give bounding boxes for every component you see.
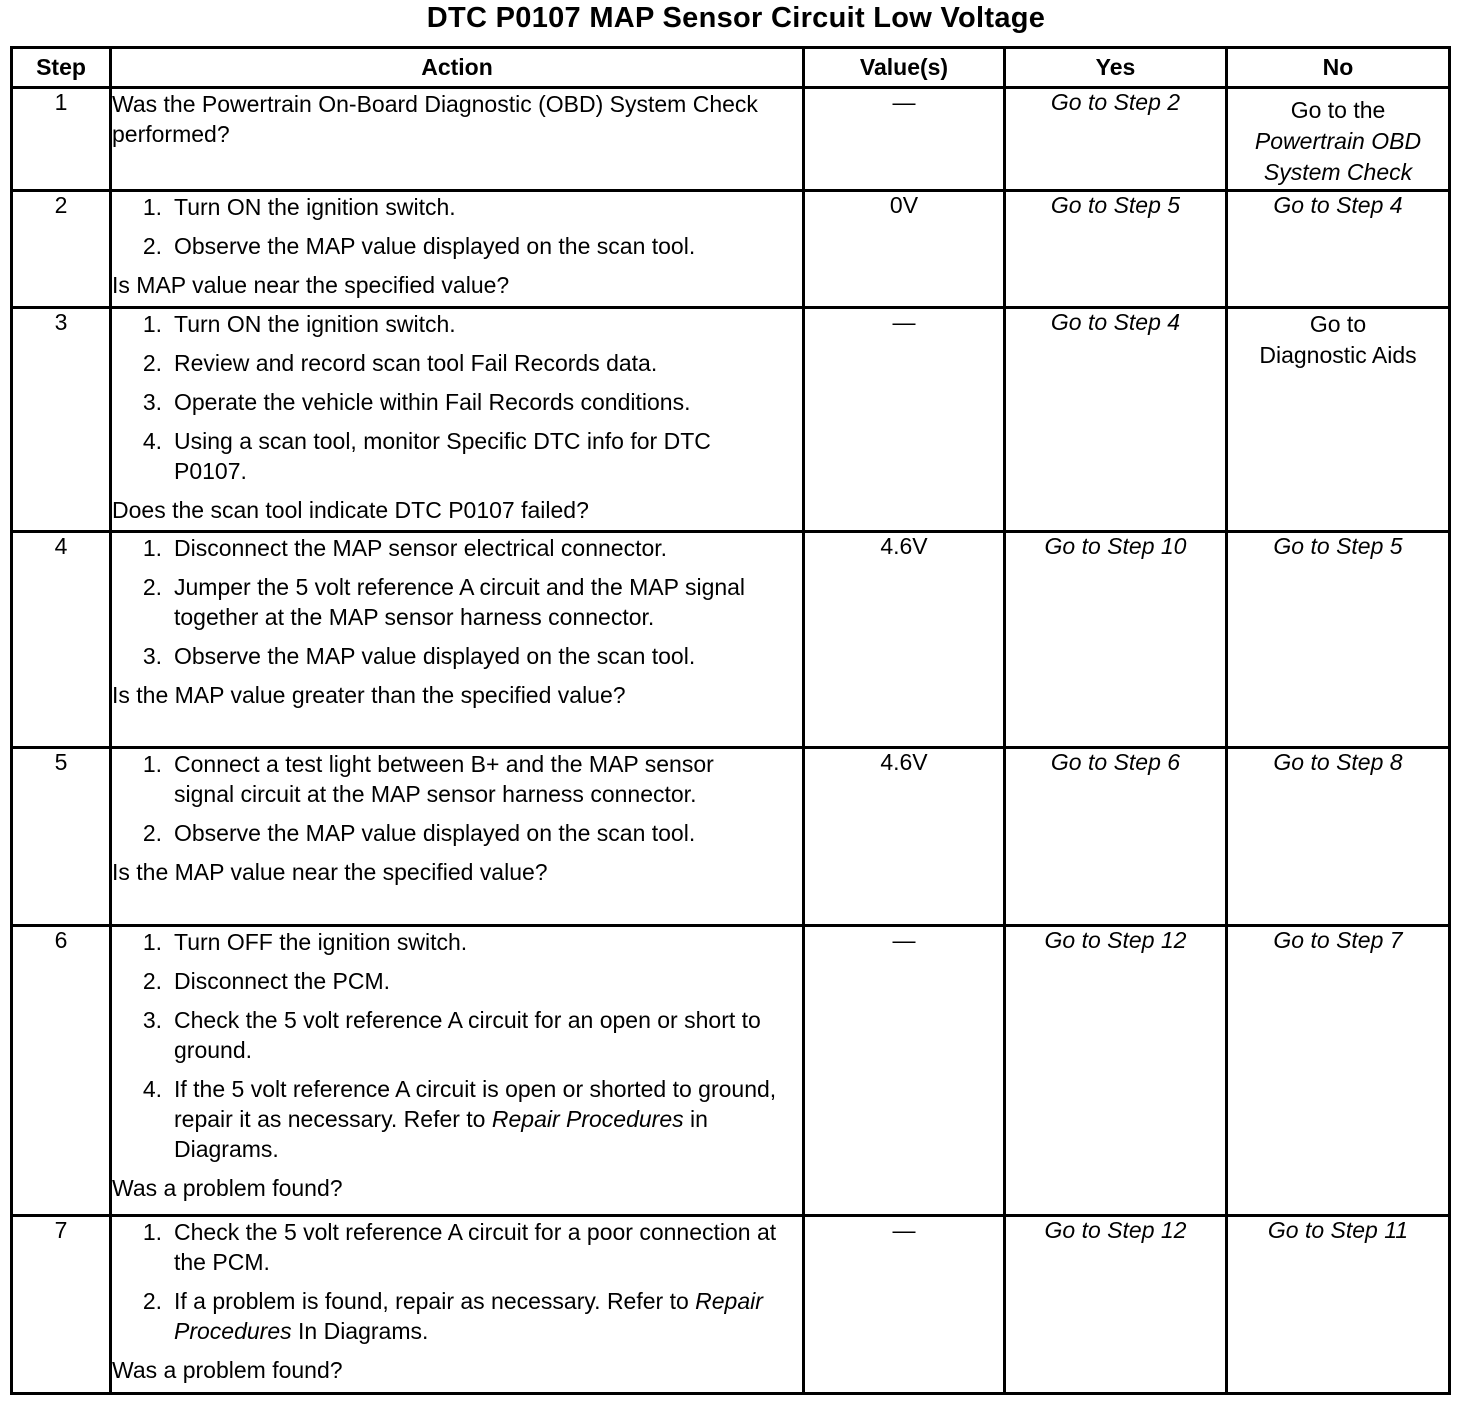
action-item: 2. Jumper the 5 volt reference A circuit and the MAP signal together at the MAP sensor harness connector.	[142, 574, 746, 630]
action-cell	[111, 308, 804, 532]
value-cell: 0V	[804, 191, 1005, 308]
step-number: 2	[12, 191, 111, 308]
value-cell: —	[804, 1216, 1005, 1394]
table-row	[12, 88, 1450, 191]
yes-link[interactable]: Go to Step 12	[1005, 926, 1227, 1216]
action-item: 1. Connect a test light between B+ and the MAP sensor signal circuit at the MAP sensor harness connector.	[142, 751, 714, 807]
action-item: 1. Turn OFF the ignition switch.	[142, 929, 468, 955]
no-link-target: Powertrain OBD System Check	[1254, 128, 1422, 185]
no-link[interactable]: Go to Step 4	[1227, 191, 1450, 308]
value-cell: 4.6V	[804, 748, 1005, 926]
table-row	[12, 532, 1450, 748]
table-row	[12, 1216, 1450, 1394]
table-row	[12, 926, 1450, 1216]
yes-link[interactable]: Go to Step 10	[1005, 532, 1227, 748]
action-cell	[111, 532, 804, 748]
action-cell	[111, 748, 804, 926]
action-question: Is MAP value near the specified value?	[112, 272, 510, 298]
value-cell: 4.6V	[804, 532, 1005, 748]
step-number: 1	[12, 88, 111, 191]
step-number: 4	[12, 532, 111, 748]
action-item: 1. Turn ON the ignition switch.	[142, 194, 456, 220]
table-row	[12, 308, 1450, 532]
action-question: Was a problem found?	[112, 1175, 343, 1201]
no-link[interactable]: Go to Step 5	[1227, 532, 1450, 748]
no-link[interactable]: Go to Step 11	[1227, 1216, 1450, 1394]
step-number: 7	[12, 1216, 111, 1394]
table-header-row	[12, 48, 1450, 88]
no-link[interactable]: Go to Diagnostic Aids	[1227, 308, 1450, 532]
no-link[interactable]: Go to Step 7	[1227, 926, 1450, 1216]
table-row	[12, 748, 1450, 926]
repair-procedures-ref[interactable]: Repair Procedures	[174, 1288, 763, 1344]
value-cell: —	[804, 926, 1005, 1216]
action-cell	[111, 926, 804, 1216]
action-question: Was a problem found?	[112, 1357, 343, 1383]
repair-procedures-ref[interactable]: Repair Procedures	[491, 1106, 684, 1132]
no-link[interactable]	[1227, 88, 1450, 191]
header-yes: Yes	[1005, 48, 1227, 88]
yes-link[interactable]: Go to Step 5	[1005, 191, 1227, 308]
header-values: Value(s)	[804, 48, 1005, 88]
yes-link[interactable]: Go to Step 12	[1005, 1216, 1227, 1394]
value-cell: —	[804, 308, 1005, 532]
action-item: 3. Operate the vehicle within Fail Records conditions.	[142, 389, 691, 415]
action-item: 1. Disconnect the MAP sensor electrical connector.	[142, 535, 668, 561]
no-link-prefix: Go to the	[1290, 97, 1386, 123]
header-no: No	[1227, 48, 1450, 88]
action-item: 4. Using a scan tool, monitor Specific DTC info for DTC P0107.	[142, 428, 711, 484]
yes-link[interactable]: Go to Step 4	[1005, 308, 1227, 532]
action-item: 2. Observe the MAP value displayed on the scan tool.	[142, 233, 696, 259]
action-question: Does the scan tool indicate DTC P0107 failed?	[112, 497, 589, 523]
header-action: Action	[111, 48, 804, 88]
yes-link[interactable]: Go to Step 6	[1005, 748, 1227, 926]
action-item: 4. If the 5 volt reference A circuit is open or shorted to ground, repair it as necessary. Refer to Repair Procedures in Diagrams.	[142, 1076, 777, 1162]
diagnostic-table	[10, 46, 1451, 1395]
yes-link[interactable]: Go to Step 2	[1005, 88, 1227, 191]
table-row	[12, 191, 1450, 308]
step-number: 5	[12, 748, 111, 926]
action-intro: Was the Powertrain On-Board Diagnostic (OBD) System Check performed?	[112, 91, 758, 147]
header-step: Step	[12, 48, 111, 88]
step-number: 3	[12, 308, 111, 532]
action-item: 1. Check the 5 volt reference A circuit for a poor connection at the PCM.	[142, 1219, 777, 1275]
action-item: 2. Observe the MAP value displayed on the scan tool.	[142, 820, 696, 846]
action-cell	[111, 1216, 804, 1394]
action-item: 1. Turn ON the ignition switch.	[142, 311, 456, 337]
action-item: 2. If a problem is found, repair as necessary. Refer to Repair Procedures In Diagrams.	[142, 1288, 763, 1344]
value-cell: —	[804, 88, 1005, 191]
action-item: 2. Disconnect the PCM.	[142, 968, 391, 994]
action-item: 3. Observe the MAP value displayed on the scan tool.	[142, 643, 696, 669]
action-question: Is the MAP value near the specified value?	[112, 859, 548, 885]
page-title: DTC P0107 MAP Sensor Circuit Low Voltage	[426, 2, 1046, 34]
action-item: 2. Review and record scan tool Fail Records data.	[142, 350, 658, 376]
step-number: 6	[12, 926, 111, 1216]
action-cell	[111, 88, 804, 191]
action-cell	[111, 191, 804, 308]
action-item: 3. Check the 5 volt reference A circuit for an open or short to ground.	[142, 1007, 761, 1063]
no-link[interactable]: Go to Step 8	[1227, 748, 1450, 926]
action-question: Is the MAP value greater than the specified value?	[112, 682, 626, 708]
